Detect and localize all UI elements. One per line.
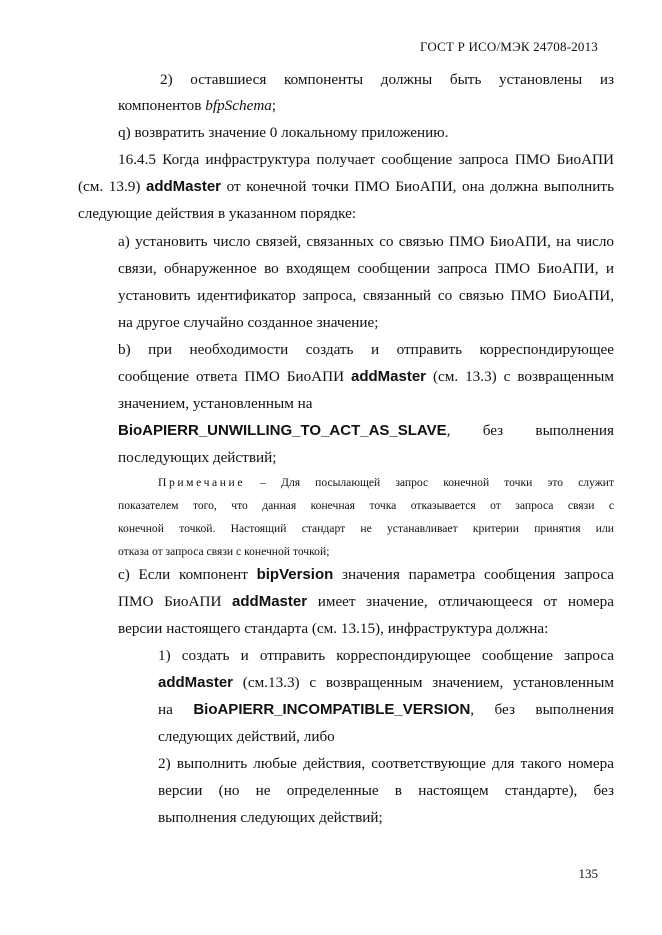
text-line: a) установить число связей, связанных со связью ПМО БиоАПИ, на число xyxy=(118,233,614,250)
text-line: ПМО БиоАПИ addMaster имеет значение, отличающееся от номера xyxy=(118,593,614,610)
text-line: сообщение ответа ПМО БиоАПИ addMaster (см. 13.3) с возвращенным xyxy=(118,368,614,385)
text-line: последующих действий; xyxy=(118,449,277,466)
text-line: следующих действий, либо xyxy=(158,728,335,745)
text-line: выполнения следующих действий; xyxy=(158,809,383,826)
text-line: 2) выполнить любые действия, соответствующие для такого номера xyxy=(158,755,614,772)
text-line: addMaster (см.13.3) с возвращенным значением, установленным xyxy=(158,674,614,691)
note-line: показателем того, что данная конечная точка отказывается от запроса связи с xyxy=(118,499,614,512)
text-line: установить идентификатор запроса, связанный со связью ПМО БиоАПИ, xyxy=(118,287,614,304)
text-line: на BioAPIERR_INCOMPATIBLE_VERSION, без выполнения xyxy=(158,701,614,718)
note-label: Примечание xyxy=(158,476,246,489)
text-line: 16.4.5 Когда инфраструктура получает сообщение запроса ПМО БиоАПИ xyxy=(118,151,614,168)
text-line: компонентов bfpSchema; xyxy=(118,97,277,114)
note-line: Примечание – Для посылающей запрос конечной точки это служит xyxy=(158,476,614,489)
text-line: связи, обнаруженное во входящем сообщении запроса ПМО БиоАПИ, и xyxy=(118,260,614,277)
page-number: 135 xyxy=(578,866,598,881)
text-line: q) возвратить значение 0 локальному приложению. xyxy=(118,124,449,141)
error-code: BioAPIERR_INCOMPATIBLE_VERSION xyxy=(193,701,471,718)
text-line: версии (но не определенные в настоящем стандарте), без xyxy=(158,782,614,799)
text-line: b) при необходимости создать и отправить корреспондирующее xyxy=(118,341,614,358)
code-term: addMaster xyxy=(158,674,234,691)
code-term: addMaster xyxy=(232,593,308,610)
text-line: (см. 13.9) addMaster от конечной точки ПМО БиоАПИ, она должна выполнить xyxy=(78,178,614,195)
text-line: версии настоящего стандарта (см. 13.15), инфраструктура должна: xyxy=(118,620,549,637)
code-term: addMaster xyxy=(351,368,427,385)
note-line: конечной точкой. Настоящий стандарт не устанавливает критерии принятия или xyxy=(118,522,614,535)
error-code: BioAPIERR_UNWILLING_TO_ACT_AS_SLAVE xyxy=(118,422,447,439)
page-header-standard: ГОСТ Р ИСО/МЭК 24708-2013 xyxy=(419,39,598,54)
text-line: BioAPIERR_UNWILLING_TO_ACT_AS_SLAVE, без выполнения xyxy=(118,422,614,439)
text-line: следующие действия в указанном порядке: xyxy=(78,205,357,222)
text-line: 2) оставшиеся компоненты должны быть установлены из xyxy=(160,71,614,88)
text-line: на другое случайно созданное значение; xyxy=(118,314,379,331)
text-line: c) Если компонент bipVersion значения параметра сообщения запроса xyxy=(118,566,614,583)
schema-name: bfpSchema xyxy=(205,97,272,114)
note-line: отказа от запроса связи с конечной точкой; xyxy=(118,545,330,558)
text-line: значением, установленным на xyxy=(118,395,313,412)
code-term: addMaster xyxy=(146,178,222,195)
code-term: bipVersion xyxy=(256,566,334,583)
text-line: 1) создать и отправить корреспондирующее сообщение запроса xyxy=(158,647,614,664)
